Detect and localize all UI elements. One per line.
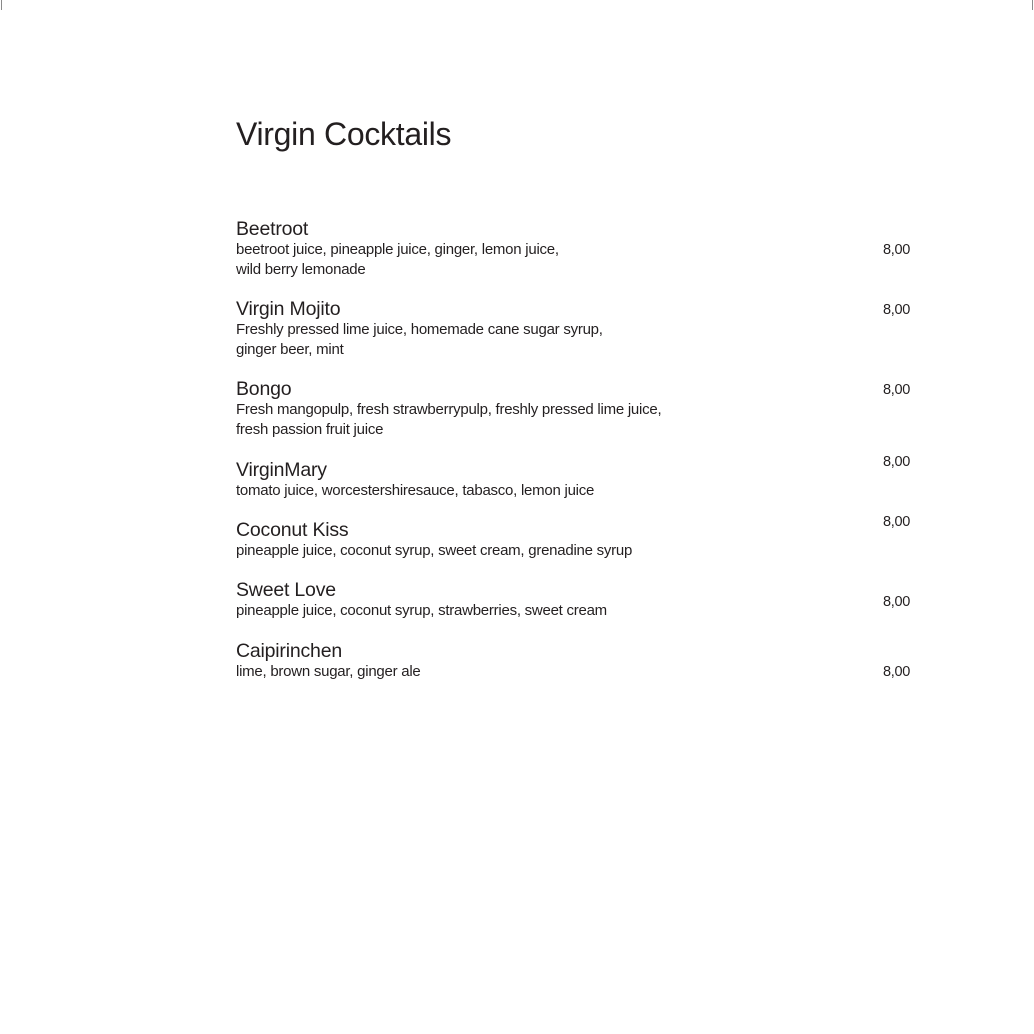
menu-item-coconut-kiss <box>236 514 912 561</box>
item-price: 8,00 <box>882 382 910 398</box>
item-description-line: pineapple juice, coconut syrup, sweet cream, grenadine syrup <box>236 542 633 559</box>
menu-item-virgin-mary <box>236 454 912 501</box>
item-description <box>236 601 912 621</box>
item-description-line: fresh passion fruit juice <box>236 421 384 438</box>
menu-item-beetroot <box>236 218 912 280</box>
item-price: 8,00 <box>882 664 910 680</box>
menu-item-virgin-mojito <box>236 298 912 360</box>
item-name: Caipirinchen <box>236 640 342 662</box>
item-name: Beetroot <box>236 218 309 240</box>
item-price: 8,00 <box>882 514 910 530</box>
item-price: 8,00 <box>882 302 910 318</box>
item-description-line: beetroot juice, pineapple juice, ginger, lemon juice, <box>236 241 559 258</box>
item-description <box>236 240 912 280</box>
item-description-line: lime, brown sugar, ginger ale <box>236 663 421 680</box>
item-price: 8,00 <box>882 594 910 610</box>
item-name: Bongo <box>236 378 292 400</box>
item-description <box>236 481 912 501</box>
item-price: 8,00 <box>882 242 910 258</box>
item-description-line: pineapple juice, coconut syrup, strawberries, sweet cream <box>236 602 607 619</box>
item-description <box>236 541 912 561</box>
item-description-line: Freshly pressed lime juice, homemade cane sugar syrup, <box>236 321 603 338</box>
menu-title: Virgin Cocktails <box>236 116 452 152</box>
item-description-line: tomato juice, worcestershiresauce, tabasco, lemon juice <box>236 482 595 499</box>
item-name: Virgin Mojito <box>236 298 341 320</box>
item-name: Sweet Love <box>236 579 336 601</box>
menu-item-sweet-love <box>236 579 912 621</box>
crop-mark-right <box>1032 0 1033 10</box>
item-description <box>236 662 912 682</box>
item-name: VirginMary <box>236 459 327 481</box>
item-price: 8,00 <box>882 454 910 470</box>
crop-mark-left <box>1 0 2 10</box>
item-description <box>236 400 912 440</box>
item-description <box>236 320 912 360</box>
item-description-line: wild berry lemonade <box>236 261 366 278</box>
item-description-line: ginger beer, mint <box>236 341 344 358</box>
item-description-line: Fresh mangopulp, fresh strawberrypulp, freshly pressed lime juice, <box>236 401 662 418</box>
menu-item-bongo <box>236 378 912 440</box>
item-name: Coconut Kiss <box>236 519 349 541</box>
menu-item-caipirinchen <box>236 640 912 682</box>
